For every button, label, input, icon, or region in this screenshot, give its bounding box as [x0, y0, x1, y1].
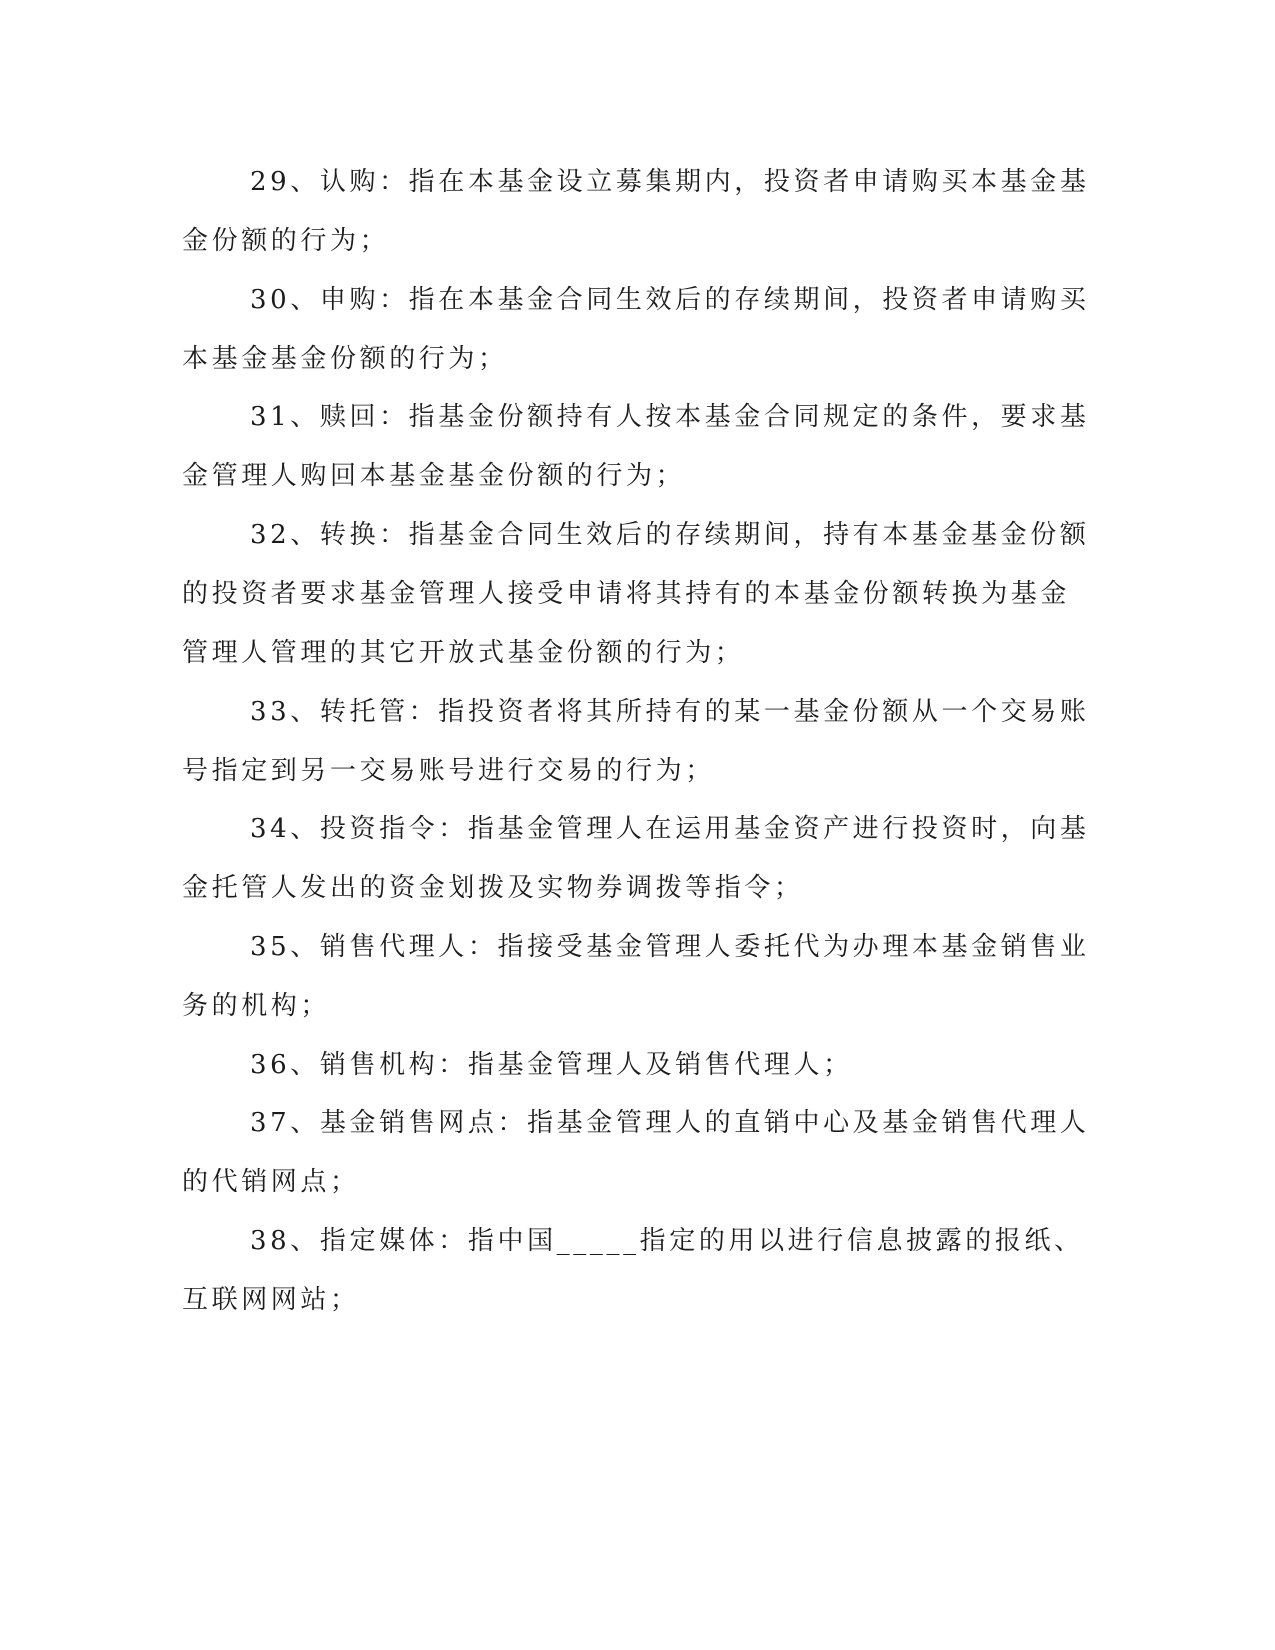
item-38-line-1: 38、指定媒体：指中国_____指定的用以进行信息披露的报纸、 — [250, 1226, 1084, 1256]
item-35-line-2: 务的机构； — [182, 991, 331, 1021]
item-32-line-2: 的投资者要求基金管理人接受申请将其持有的本基金份额转换为基金 — [182, 579, 1071, 609]
item-30-line-2: 本基金基金份额的行为； — [182, 344, 508, 374]
item-33-line-1: 33、转托管：指投资者将其所持有的某一基金份额从一个交易账 — [250, 697, 1090, 727]
item-35-line-1: 35、销售代理人：指接受基金管理人委托代为办理本基金销售业 — [250, 932, 1090, 962]
item-38-line-2: 互联网网站； — [182, 1285, 360, 1315]
item-32-line-1: 32、转换：指基金合同生效后的存续期间，持有本基金基金份额 — [250, 520, 1090, 550]
item-29-line-2: 金份额的行为； — [182, 226, 390, 256]
item-34-line-2: 金托管人发出的资金划拨及实物券调拨等指令； — [182, 873, 804, 903]
item-36-line-1: 36、销售机构：指基金管理人及销售代理人； — [250, 1050, 853, 1080]
item-37-line-1: 37、基金销售网点：指基金管理人的直销中心及基金销售代理人 — [250, 1108, 1090, 1138]
item-34-line-1: 34、投资指令：指基金管理人在运用基金资产进行投资时，向基 — [250, 814, 1090, 844]
item-30-line-1: 30、申购：指在本基金合同生效后的存续期间，投资者申请购买 — [250, 285, 1090, 315]
item-31-line-1: 31、赎回：指基金份额持有人按本基金合同规定的条件，要求基 — [250, 402, 1090, 432]
item-33-line-2: 号指定到另一交易账号进行交易的行为； — [182, 756, 715, 786]
item-37-line-2: 的代销网点； — [182, 1167, 360, 1197]
item-31-line-2: 金管理人购回本基金基金份额的行为； — [182, 461, 686, 491]
item-29-line-1: 29、认购：指在本基金设立募集期内，投资者申请购买本基金基 — [250, 167, 1090, 197]
item-32-line-3: 管理人管理的其它开放式基金份额的行为； — [182, 638, 745, 668]
